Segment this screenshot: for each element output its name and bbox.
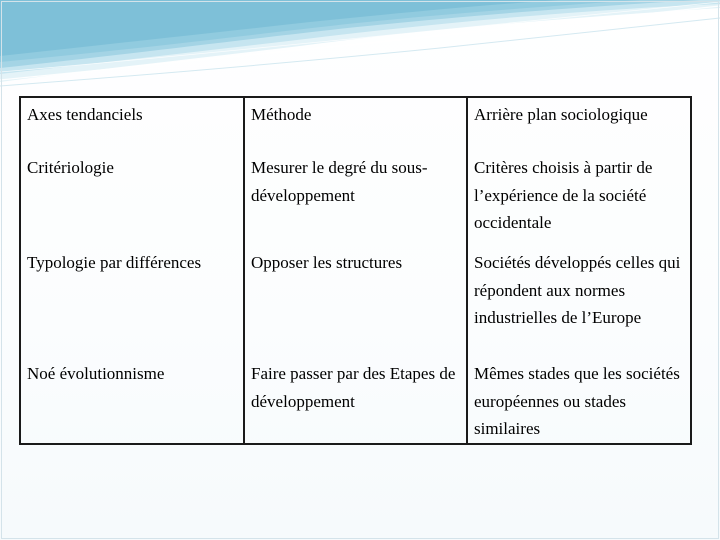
table-cell xyxy=(20,357,244,444)
table-cell xyxy=(467,151,691,246)
table-row xyxy=(20,246,691,357)
cell-text: Méthode xyxy=(251,105,312,124)
table-cell xyxy=(244,357,467,444)
cell-text: Opposer les structures xyxy=(251,253,403,272)
table-row xyxy=(20,97,691,151)
table-cell xyxy=(467,246,691,357)
comparison-table xyxy=(19,96,692,445)
cell-text: Faire passer par des Etapes de développement xyxy=(251,364,456,411)
table-cell xyxy=(467,97,691,151)
table-cell xyxy=(20,151,244,246)
header-wave-decoration xyxy=(0,0,720,90)
cell-text: Noé évolutionnisme xyxy=(27,364,165,383)
cell-text: Mêmes stades que les sociétés européennes ou stades similaires xyxy=(474,364,680,438)
cell-text: Mesurer le degré du sous-développement xyxy=(251,158,428,205)
table-cell xyxy=(244,151,467,246)
table-cell xyxy=(20,97,244,151)
cell-text: Critères choisis à partir de l’expérience de la société occidentale xyxy=(474,158,653,232)
cell-text: Sociétés développés celles qui répondent aux normes industrielles de l’Europe xyxy=(474,253,681,327)
cell-text: Typologie par différences xyxy=(27,253,202,272)
table-cell xyxy=(244,97,467,151)
cell-text: Axes tendanciels xyxy=(27,105,143,124)
table-row xyxy=(20,357,691,444)
table-cell xyxy=(467,357,691,444)
table-cell xyxy=(244,246,467,357)
table-cell xyxy=(20,246,244,357)
cell-text: Arrière plan sociologique xyxy=(474,105,648,124)
table-row xyxy=(20,151,691,246)
cell-text: Critériologie xyxy=(27,158,114,177)
